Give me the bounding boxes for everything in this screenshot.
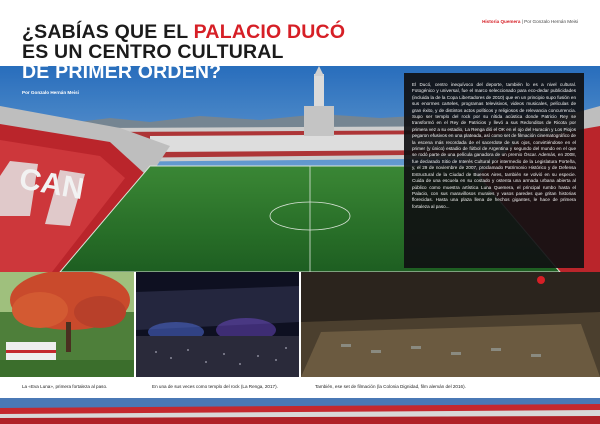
headline-highlight: PALACIO DUCÓ [193,21,346,43]
byline: Por Gonzalo Hernán Meisi [22,90,79,95]
headline-line-1 [22,22,352,42]
photo-concert-la-renga [136,272,299,377]
photo-eva-luna-garden [0,272,134,377]
caption-photo-2: En una de sus veces como templo del rock (La Renga, 2017). [152,384,278,389]
section-header [482,19,578,24]
header-separator: | [520,19,525,24]
caption-photo-1: La «Eva Luna», primera fortaleza al paso. [22,384,108,389]
article-headline [22,22,352,82]
article-textbox [404,73,584,268]
headline-line-1-prefix: ¿SABÍAS QUE EL [22,21,194,43]
headline-line-3: DE PRIMER ORDEN? [22,61,222,83]
stadium-footer-strip [0,398,600,424]
article-body: El Ducó, centro inequívoco del deporte, también lo es a nivel cultural. Fotogénico y universal, fue el marco seleccionado para eco-dedar publicidades (incluida la de la Copa Libertadores de 2010) que en un principio supo fusión en sus enormes carteles, programas televisivos, videos musicales, películas de gran éxito, y de distintos actos políticos y religiosos de relevancia concurrencia. Supo ser templo del rock por su nítida acústica donde Patricio Rey se transformó en el Rey de Patricios y llevó a sus Redonditos de Ricota por primera vez a su estadio, La Renga dió el OK en el ojo del Huracán y Los Piojos pegaron efusivos en una plateada, así como set de filmación cinematográfico de la escena más recordada de el sacerdote de sus ojos, convirtiéndose en el primer (y único) estadio de fútbol de Argentina y segundo del mundo en el que se rodó parte de una película ganadora de un premio Óscar. Además, en 2008, fue declarado Sitio de Interés Cultural por intermedio de la Legislatura Porteña, y, el 29 de noviembre de 2007, proclamado Patrimonio Histórico y de Defensa Estructural de la Ciudad de Buenos Aires, también se volvió en su especie. Cuida de una escuela en su costado y ostenta una armada urbana abierta al público como muestra artística Luna Quemera, el principal rumbo hasta el Palacio, con sus maravillosos murales y vasos paredes que gritan historias florecidas. Hasta una plaza llena de hechos gigantes, le hace de primera fortaleza al paso... [412,82,576,209]
caption-photo-3: También, ese set de filmación (la Colonia Dignidad, film alemán del 2016). [315,384,466,389]
headline-line-2: ES UN CENTRO CULTURAL [22,41,284,63]
photo-film-set [301,272,600,377]
section-name: Historia Quemera [482,19,521,24]
header-author: Por Gonzalo Hernán Meisi [524,19,578,24]
